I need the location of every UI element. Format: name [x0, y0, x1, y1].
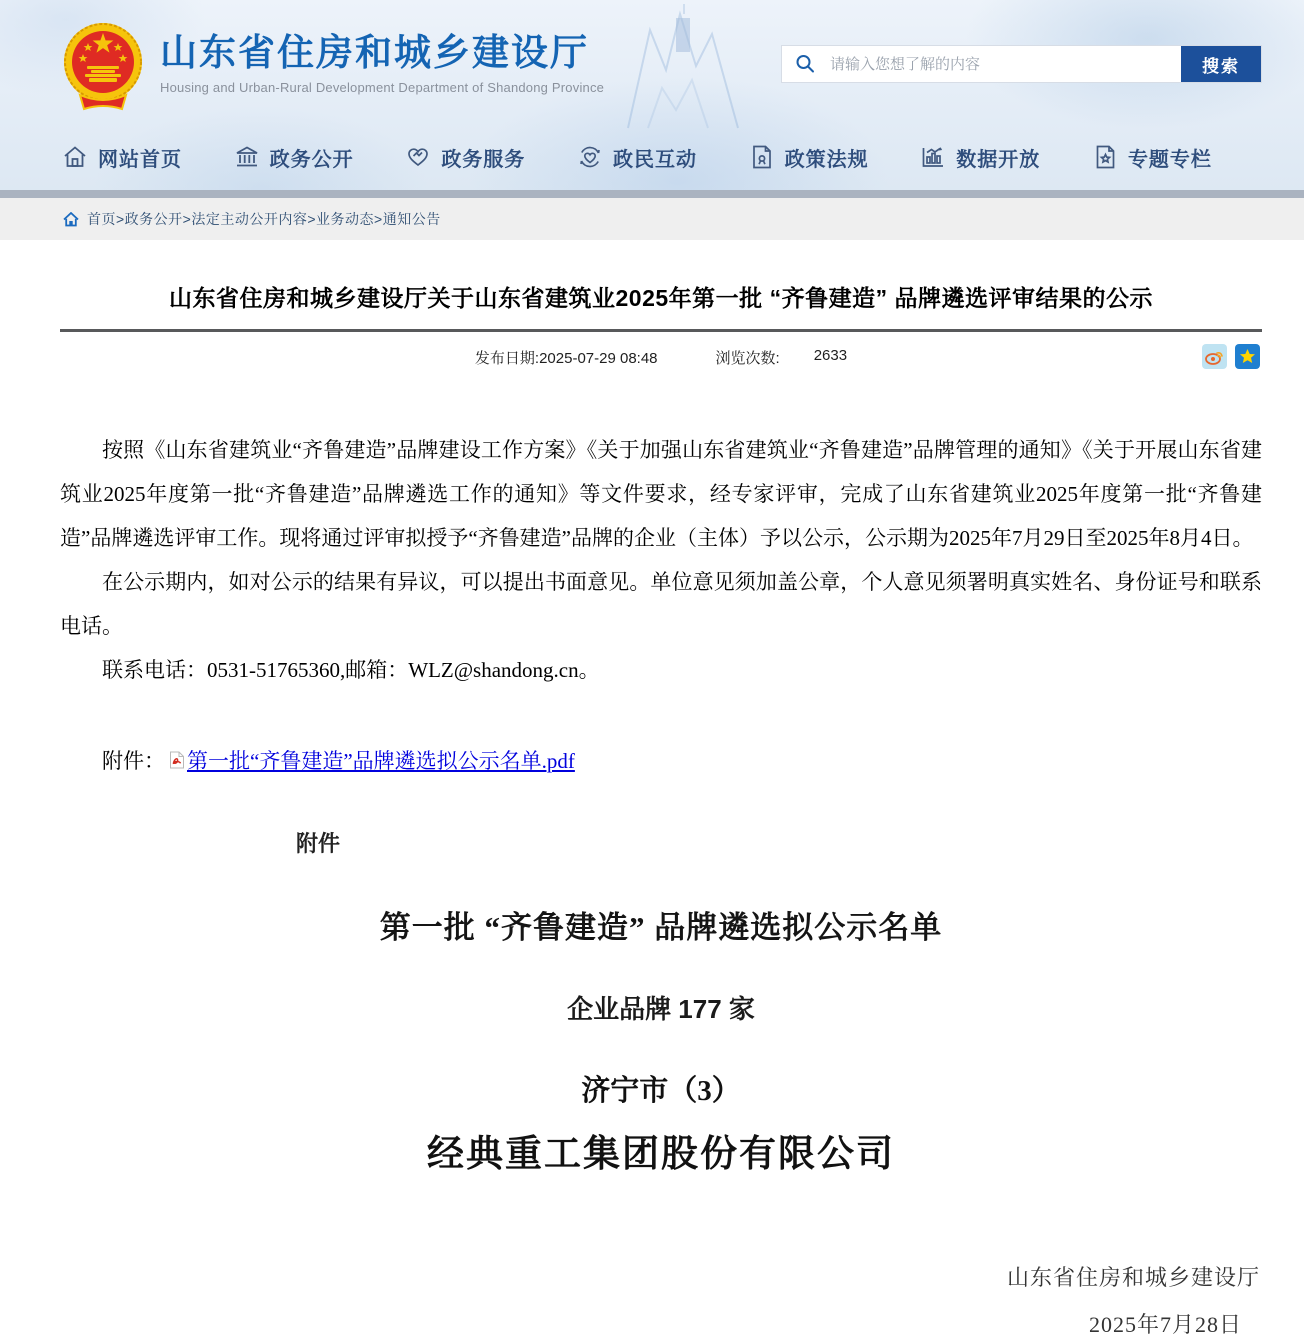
header-top: [0, 0, 1304, 128]
paragraph: 联系电话：0531-51765360,邮箱：WLZ@shandong.cn。: [102, 658, 600, 683]
breadcrumb-path[interactable]: 首页>政务公开>法定主动公开内容>业务动态>通知公告: [87, 211, 441, 227]
doc-sign-date: 2025年7月28日: [1088, 1311, 1242, 1337]
nav-item-home[interactable]: [62, 143, 182, 172]
nav-label: 专题专栏: [1127, 148, 1212, 171]
bar-chart-icon: [920, 144, 946, 170]
star-document-icon: [1092, 144, 1118, 170]
embedded-document: [60, 827, 1262, 1339]
doc-subheading: 企业品牌 177 家: [567, 993, 755, 1024]
nav-label: 数据开放: [956, 148, 1041, 171]
search-icon: [782, 46, 828, 82]
header-divider-strip: [0, 190, 1304, 198]
views-label: 浏览次数:: [715, 349, 780, 367]
article-meta: [60, 332, 1262, 382]
nav-item-policies[interactable]: [749, 143, 869, 172]
doc-signature: 山东省住房和城乡建设厅: [1006, 1264, 1260, 1290]
attachment-label: 附件：: [102, 748, 165, 773]
weibo-share-icon[interactable]: [1202, 344, 1227, 369]
nav-label: 政民互动: [612, 148, 697, 171]
site-title-block: [160, 33, 604, 95]
site-title: 山东省住房和城乡建设厅: [160, 32, 589, 74]
home-icon: [62, 144, 88, 170]
paragraph: 在公示期内，如对公示的结果有异议，可以提出书面意见。单位意见须加盖公章，个人意见须署明真实姓名、身份证号和联系电话。: [60, 570, 1262, 639]
article-body: [60, 428, 1262, 693]
share-icons: [1202, 344, 1260, 369]
national-emblem-logo: [62, 17, 144, 111]
pdf-file-icon: [169, 751, 185, 769]
doc-company-name: 经典重工集团股份有限公司: [427, 1133, 895, 1175]
article-title: 山东省住房和城乡建设厅关于山东省建筑业2025年第一批 “齐鲁建造” 品牌遴选评审结果的公示: [169, 285, 1153, 311]
document-seal-icon: [749, 144, 775, 170]
breadcrumb-home-icon: [63, 212, 79, 227]
attachment-pdf-link[interactable]: 第一批“齐鲁建造”品牌遴选拟公示名单.pdf: [187, 748, 575, 773]
search-button[interactable]: 搜索: [1181, 46, 1261, 82]
qzone-share-icon[interactable]: [1235, 344, 1260, 369]
main-nav: [0, 128, 1304, 186]
doc-annex-label: 附件: [296, 830, 341, 856]
nav-item-interaction[interactable]: [577, 143, 697, 172]
search-input[interactable]: [828, 46, 1181, 82]
nav-item-gov-services[interactable]: [405, 143, 525, 172]
nav-label: 政务服务: [441, 148, 526, 171]
nav-label: 政务公开: [269, 148, 354, 171]
site-header: [0, 0, 1304, 190]
attachment-row: [60, 745, 1262, 775]
article-page: [0, 280, 1304, 1339]
publish-date: 发布日期:2025-07-29 08:48: [474, 349, 658, 367]
nav-item-open-data[interactable]: [920, 143, 1040, 172]
nav-label: 网站首页: [98, 148, 182, 171]
nav-item-special-topics[interactable]: [1092, 143, 1212, 172]
nav-label: 政策法规: [784, 148, 869, 171]
doc-heading: 第一批 “齐鲁建造” 品牌遴选拟公示名单: [379, 909, 943, 945]
handshake-icon: [405, 144, 431, 170]
nav-item-gov-info[interactable]: [234, 143, 354, 172]
heart-circle-icon: [577, 144, 603, 170]
views-count: 2633: [813, 346, 848, 364]
paragraph: 按照《山东省建筑业“齐鲁建造”品牌建设工作方案》《关于加强山东省建筑业“齐鲁建造”品牌管理的通知》《关于开展山东省建筑业2025年度第一批“齐鲁建造”品牌遴选工作的通知》等文件要求，经专家评审，完成了山东省建筑业2025年度第一批“齐鲁建造”品牌遴选评审工作。现将通过评审拟授予“齐鲁建造”品牌的企业（主体）予以公示，公示期为2025年7月29日至2025年8月4日。: [60, 438, 1262, 551]
bank-icon: [234, 144, 260, 170]
site-subtitle: Housing and Urban-Rural Development Department of Shandong Province: [160, 79, 605, 95]
doc-city-heading: 济宁市（3）: [581, 1074, 741, 1107]
breadcrumb: [0, 198, 1304, 240]
search-bar: [781, 45, 1262, 83]
